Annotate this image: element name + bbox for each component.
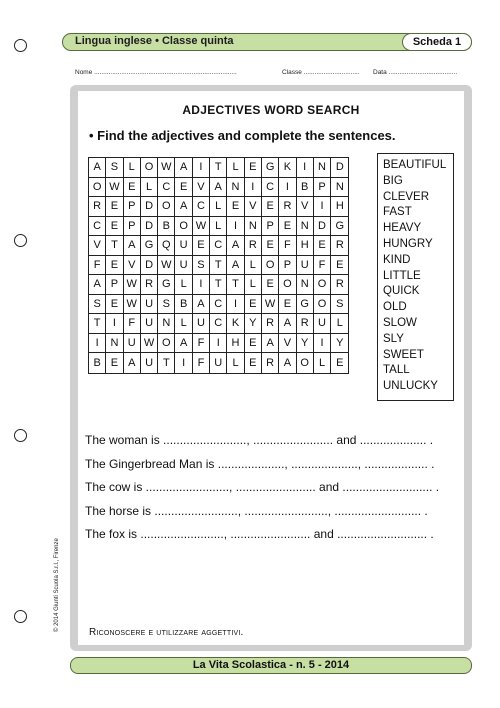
grid-cell[interactable]: T (89, 314, 106, 334)
grid-cell[interactable]: A (279, 353, 296, 373)
grid-cell[interactable]: W (262, 295, 279, 315)
grid-cell[interactable]: L (124, 158, 141, 178)
grid-cell[interactable]: A (89, 158, 106, 178)
grid-cell[interactable]: E (262, 236, 279, 256)
word-list-item: SLY (383, 332, 404, 345)
grid-cell[interactable]: V (245, 197, 262, 217)
grid-cell[interactable]: A (175, 197, 192, 217)
grid-cell[interactable]: A (227, 236, 244, 256)
grid-cell[interactable]: N (245, 217, 262, 237)
grid-cell[interactable]: T (106, 236, 123, 256)
word-list-item: QUICK (383, 285, 420, 298)
grid-cell[interactable]: F (193, 353, 210, 373)
grid-cell[interactable]: W (158, 158, 175, 178)
binder-hole-bottom (14, 610, 27, 623)
grid-cell[interactable]: G (158, 275, 175, 295)
grid-cell[interactable]: N (314, 158, 331, 178)
word-list-item: TALL (383, 364, 410, 377)
grid-cell[interactable]: A (124, 236, 141, 256)
exercise-title: ADJECTIVES WORD SEARCH (182, 103, 360, 117)
grid-cell[interactable]: O (314, 275, 331, 295)
grid-cell[interactable]: S (331, 295, 348, 315)
grid-cell[interactable]: T (210, 256, 227, 276)
grid-cell[interactable]: W (158, 256, 175, 276)
grid-cell[interactable]: A (227, 256, 244, 276)
grid-cell[interactable]: S (158, 295, 175, 315)
grid-cell[interactable]: E (245, 158, 262, 178)
binder-hole-top (14, 39, 27, 52)
grid-cell[interactable]: L (175, 314, 192, 334)
header-bar (62, 33, 472, 51)
grid-cell[interactable]: G (297, 295, 314, 315)
grid-cell[interactable]: E (106, 197, 123, 217)
grid-cell[interactable]: F (314, 256, 331, 276)
grid-cell[interactable]: Y (245, 314, 262, 334)
grid-cell[interactable]: I (106, 314, 123, 334)
grid-cell[interactable]: V (297, 197, 314, 217)
grid-cell[interactable]: K (279, 158, 296, 178)
exercise-instruction: • Find the adjectives and complete the sentences. (89, 128, 396, 143)
grid-cell[interactable]: A (175, 334, 192, 354)
grid-cell[interactable]: L (227, 158, 244, 178)
class-field[interactable]: Classe ............................... (282, 69, 360, 76)
sheet-number: Scheda 1 (402, 33, 472, 51)
grid-cell[interactable]: S (106, 158, 123, 178)
word-list-item: UNLUCKY (383, 380, 438, 393)
grid-cell[interactable]: R (297, 314, 314, 334)
grid-cell[interactable]: E (245, 334, 262, 354)
grid-cell[interactable]: I (193, 158, 210, 178)
grid-cell[interactable]: A (175, 158, 192, 178)
word-list-item: BIG (383, 174, 403, 187)
word-list-item: FAST (383, 206, 412, 219)
grid-cell[interactable]: I (227, 295, 244, 315)
grid-cell[interactable]: E (124, 178, 141, 198)
grid-cell[interactable]: G (141, 236, 158, 256)
grid-cell[interactable]: L (175, 275, 192, 295)
grid-cell[interactable]: L (331, 314, 348, 334)
grid-cell[interactable]: U (193, 314, 210, 334)
grid-cell[interactable]: H (297, 236, 314, 256)
grid-cell[interactable]: I (227, 217, 244, 237)
grid-cell[interactable]: H (227, 334, 244, 354)
grid-cell[interactable]: R (245, 236, 262, 256)
grid-cell[interactable]: T (158, 353, 175, 373)
grid-cell[interactable]: E (262, 275, 279, 295)
word-list-item: HUNGRY (383, 237, 433, 250)
grid-cell[interactable]: B (158, 217, 175, 237)
grid-cell[interactable]: U (297, 256, 314, 276)
grid-cell[interactable]: I (193, 275, 210, 295)
sentence-line[interactable]: The fox is ........................., ........................ and ........................... . (85, 527, 434, 541)
binder-hole-upper-middle (14, 234, 27, 247)
grid-cell[interactable]: D (141, 197, 158, 217)
grid-cell[interactable]: I (210, 334, 227, 354)
grid-cell[interactable]: D (331, 158, 348, 178)
exercise-panel (70, 85, 472, 651)
word-list (377, 153, 454, 401)
grid-cell[interactable]: E (227, 197, 244, 217)
grid-cell[interactable]: E (314, 236, 331, 256)
sentence-list (85, 433, 460, 551)
grid-cell[interactable]: R (331, 236, 348, 256)
grid-cell[interactable]: L (245, 256, 262, 276)
word-list-item: CLEVER (383, 190, 430, 203)
grid-cell[interactable]: A (193, 295, 210, 315)
grid-cell[interactable]: F (279, 236, 296, 256)
grid-cell[interactable]: F (124, 314, 141, 334)
grid-cell[interactable]: E (331, 256, 348, 276)
word-list-item: OLD (383, 301, 407, 314)
grid-cell[interactable]: E (279, 217, 296, 237)
grid-cell[interactable]: R (262, 353, 279, 373)
grid-cell[interactable]: O (89, 178, 106, 198)
grid-cell[interactable]: S (193, 256, 210, 276)
grid-cell[interactable]: G (262, 158, 279, 178)
grid-cell[interactable]: L (314, 353, 331, 373)
grid-cell[interactable]: V (279, 334, 296, 354)
grid-cell[interactable]: D (141, 256, 158, 276)
grid-cell[interactable]: R (141, 275, 158, 295)
grid-cell[interactable]: R (262, 314, 279, 334)
grid-cell[interactable]: K (227, 314, 244, 334)
word-search-grid (88, 157, 349, 374)
grid-cell[interactable]: N (297, 275, 314, 295)
grid-cell[interactable]: D (141, 217, 158, 237)
grid-cell[interactable]: R (89, 197, 106, 217)
grid-cell[interactable]: Y (297, 334, 314, 354)
grid-cell[interactable]: B (175, 295, 192, 315)
sentence-line[interactable]: The horse is ........................., ........................., .......................... . (85, 503, 428, 518)
grid-cell[interactable]: F (89, 256, 106, 276)
grid-cell[interactable]: R (331, 275, 348, 295)
grid-cell[interactable]: C (210, 236, 227, 256)
grid-cell[interactable]: P (106, 275, 123, 295)
grid-cell[interactable]: W (193, 217, 210, 237)
grid-cell[interactable]: O (141, 158, 158, 178)
sentence-line[interactable]: The Gingerbread Man is ...................., ...................., ................... . (85, 456, 435, 471)
grid-cell[interactable]: B (297, 178, 314, 198)
grid-cell[interactable]: A (262, 334, 279, 354)
grid-cell[interactable]: O (158, 197, 175, 217)
grid-cell[interactable]: T (210, 275, 227, 295)
grid-cell[interactable]: L (245, 275, 262, 295)
copyright-notice: © 2014 Giunti Scuola S.r.l., Firenze (54, 538, 60, 632)
exercise-content (78, 91, 464, 645)
grid-cell[interactable]: V (193, 178, 210, 198)
binder-hole-lower-middle (14, 429, 27, 442)
grid-cell[interactable]: G (331, 217, 348, 237)
grid-cell[interactable]: U (175, 236, 192, 256)
grid-cell[interactable]: A (124, 353, 141, 373)
subject-label: Lingua inglese • Classe quinta (75, 35, 234, 47)
grid-cell[interactable]: I (245, 178, 262, 198)
grid-cell[interactable]: C (89, 217, 106, 237)
grid-cell[interactable]: P (279, 256, 296, 276)
grid-cell[interactable]: R (279, 197, 296, 217)
grid-cell[interactable]: I (279, 178, 296, 198)
word-list-item: KIND (383, 253, 411, 266)
grid-cell[interactable]: U (141, 353, 158, 373)
date-field[interactable]: Data ...................................... (373, 69, 458, 76)
grid-cell[interactable]: A (279, 314, 296, 334)
grid-cell[interactable]: W (106, 178, 123, 198)
grid-cell[interactable]: P (314, 178, 331, 198)
grid-cell[interactable]: U (124, 334, 141, 354)
grid-cell[interactable]: B (89, 353, 106, 373)
grid-cell[interactable]: W (141, 334, 158, 354)
word-list-item: SLOW (383, 316, 417, 329)
word-list-item: LITTLE (383, 269, 421, 282)
grid-cell[interactable]: C (193, 197, 210, 217)
grid-cell[interactable]: T (210, 158, 227, 178)
grid-cell[interactable]: L (227, 353, 244, 373)
grid-cell[interactable]: E (106, 256, 123, 276)
word-list-item: HEAVY (383, 222, 422, 235)
grid-cell[interactable]: U (314, 314, 331, 334)
name-field[interactable]: Nome ............................................................................... (75, 69, 237, 76)
grid-cell[interactable]: I (175, 353, 192, 373)
grid-cell[interactable]: C (210, 295, 227, 315)
grid-cell[interactable]: A (89, 275, 106, 295)
grid-cell[interactable]: U (175, 256, 192, 276)
grid-cell[interactable]: E (106, 353, 123, 373)
grid-cell[interactable]: V (89, 236, 106, 256)
grid-cell[interactable]: E (336, 356, 344, 369)
grid-cell[interactable]: I (314, 197, 331, 217)
grid-cell[interactable]: L (141, 178, 158, 198)
grid-cell[interactable]: O (279, 275, 296, 295)
grid-cell[interactable]: S (89, 295, 106, 315)
grid-cell[interactable]: D (314, 217, 331, 237)
grid-cell[interactable]: F (193, 334, 210, 354)
grid-cell[interactable]: O (158, 334, 175, 354)
grid-cell[interactable]: U (141, 295, 158, 315)
grid-cell[interactable]: P (124, 217, 141, 237)
grid-cell[interactable]: E (279, 295, 296, 315)
grid-cell[interactable]: T (227, 275, 244, 295)
grid-cell[interactable]: A (210, 178, 227, 198)
grid-cell[interactable]: I (314, 334, 331, 354)
grid-cell[interactable]: E (245, 353, 262, 373)
grid-cell[interactable]: E (262, 197, 279, 217)
grid-cell[interactable]: E (245, 295, 262, 315)
grid-cell[interactable]: E (106, 295, 123, 315)
grid-cell[interactable]: P (124, 197, 141, 217)
grid-cell[interactable]: U (141, 314, 158, 334)
grid-cell[interactable]: N (227, 178, 244, 198)
grid-cell[interactable]: L (210, 197, 227, 217)
grid-cell[interactable]: N (331, 178, 348, 198)
grid-cell[interactable]: E (193, 236, 210, 256)
grid-cell[interactable]: N (106, 334, 123, 354)
grid-cell[interactable]: E (106, 217, 123, 237)
grid-cell[interactable]: O (297, 353, 314, 373)
grid-cell[interactable]: O (262, 256, 279, 276)
grid-cell[interactable]: O (175, 217, 192, 237)
grid-cell[interactable]: V (124, 256, 141, 276)
grid-cell[interactable]: P (262, 217, 279, 237)
grid-cell[interactable]: N (158, 314, 175, 334)
grid-cell[interactable]: H (331, 197, 348, 217)
grid-cell[interactable]: L (210, 217, 227, 237)
sentence-line[interactable]: The cow is ........................., ........................ and ........................... . (85, 480, 440, 494)
grid-cell[interactable]: U (210, 353, 227, 373)
grid-cell[interactable]: C (262, 178, 279, 198)
grid-cell[interactable]: W (124, 295, 141, 315)
grid-cell[interactable]: W (124, 275, 141, 295)
grid-cell[interactable]: E (175, 178, 192, 198)
publication-bar: La Vita Scolastica - n. 5 - 2014 (70, 657, 472, 674)
sentence-line[interactable]: The woman is ........................., ........................ and .................... . (85, 433, 434, 447)
grid-cell[interactable]: Y (331, 334, 348, 354)
grid-cell[interactable]: I (89, 334, 106, 354)
grid-cell[interactable]: I (297, 158, 314, 178)
grid-cell[interactable]: N (297, 217, 314, 237)
grid-cell[interactable]: O (314, 295, 331, 315)
word-list-item: SWEET (383, 348, 424, 361)
grid-cell[interactable]: C (210, 314, 227, 334)
learning-objective: Riconoscere e utilizzare aggettivi. (89, 627, 244, 638)
word-list-item: BEAUTIFUL (383, 159, 447, 171)
grid-cell[interactable]: Q (158, 236, 175, 256)
grid-cell[interactable]: C (158, 178, 175, 198)
